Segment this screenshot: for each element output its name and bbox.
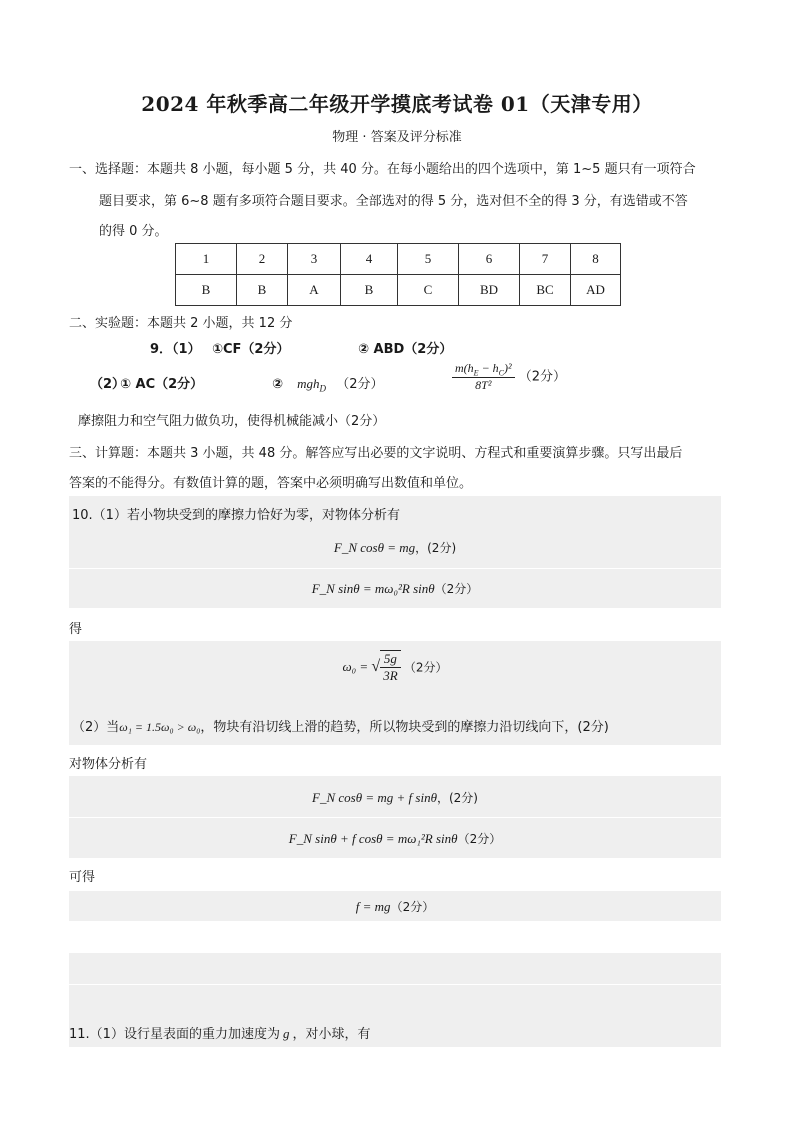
q10-de: 得 (69, 622, 83, 637)
text: ，物块有沿切线上滑的趋势，所以物块受到的摩擦力沿切线向下，(2分) (200, 720, 609, 735)
text: 11.（1）设行星表面的重力加速度为 (69, 1027, 280, 1042)
table-cell: C (398, 275, 459, 306)
table-cell: 5 (398, 244, 459, 275)
num-part: m(h (455, 361, 474, 375)
num-part: )² (504, 361, 512, 375)
answer-table-numbers (176, 244, 621, 275)
section3-line1: 三、计算题：本题共 3 小题，共 48 分。解答应写出必要的文字说明、方程式和重要演算步骤。只写出最后 (69, 446, 683, 461)
table-cell: B (237, 275, 288, 306)
num-part: − h (478, 361, 499, 375)
q10-eq3 (69, 650, 721, 684)
table-cell: 1 (176, 244, 237, 275)
q10-eq2 (69, 580, 721, 597)
section3-line2: 答案的不能得分。有数值计算的题，答案中必须明确写出数值和单位。 (69, 476, 473, 491)
table-cell: 3 (288, 244, 341, 275)
q9-2c (452, 361, 566, 393)
sqrt-fraction (380, 650, 400, 684)
divider (69, 984, 721, 985)
q9-2b-prefix: ② (272, 377, 284, 392)
table-cell: 6 (459, 244, 520, 275)
q9-1b: ② ABD（2分） (358, 342, 453, 357)
q9-2b-sub: D (319, 383, 327, 394)
equation: F_N cosθ = mg (333, 540, 416, 555)
numerator: 5g (380, 651, 400, 668)
equation: F_N sinθ + f cosθ = mω₁²R sinθ (288, 831, 458, 846)
text: ，对小球，有 (292, 1027, 371, 1042)
q9-2-label: （2） (90, 377, 126, 392)
page-subtitle: 物理 · 答案及评分标准 (332, 130, 462, 145)
q11-intro (69, 1023, 370, 1042)
q10-eq1 (69, 539, 721, 556)
score: （2分） (434, 582, 479, 596)
table-cell: 2 (237, 244, 288, 275)
equation: F_N sinθ = mω₀²R sinθ (311, 581, 435, 596)
page-title: 2024 年秋季高二年级开学摸底考试卷 01（天津专用） (141, 92, 653, 116)
table-cell: A (288, 275, 341, 306)
table-cell: AD (571, 275, 621, 306)
q9-2b-score: （2分） (336, 377, 384, 392)
section1-line2: 题目要求，第 6~8 题有多项符合题目要求。全部选对的得 5 分，选对但不全的得 3 分，有选错或不答 (99, 194, 688, 209)
score: （2分） (457, 832, 502, 846)
q9-2a: ① AC（2分） (120, 377, 204, 392)
table-cell: B (341, 275, 398, 306)
condition: ω₁ = 1.5ω₀ > ω₀ (119, 720, 201, 734)
q9-reason: 摩擦阻力和空气阻力做负功，使得机械能减小（2分） (78, 414, 386, 429)
num-sub: C (498, 368, 505, 378)
q10-eq5 (69, 830, 721, 847)
q10-eq6 (69, 898, 721, 915)
section1-line1: 一、选择题：本题共 8 小题，每小题 5 分，共 40 分。在每小题给出的四个选项中，第 1~5 题只有一项符合 (69, 162, 696, 177)
sqrt-icon: √ (371, 658, 381, 675)
score: ，(2分) (436, 791, 478, 805)
table-cell: 7 (520, 244, 571, 275)
denominator: 3R (383, 668, 398, 683)
q9-2b-formula: mgh (297, 376, 320, 391)
q9-2c-numerator (452, 361, 515, 378)
table-cell: BD (459, 275, 520, 306)
equation: F_N cosθ = mg + f sinθ (312, 790, 437, 805)
divider (69, 817, 721, 818)
answer-table (175, 243, 621, 306)
q10-intro: 10.（1）若小物块受到的摩擦力恰好为零，对物体分析有 (72, 508, 400, 523)
q9-2c-fraction (452, 361, 515, 393)
section2-heading: 二、实验题：本题共 2 小题，共 12 分 (69, 316, 293, 331)
section1-line3: 的得 0 分。 (99, 224, 168, 239)
q10-analysis: 对物体分析有 (69, 757, 148, 772)
num-sub: E (473, 368, 479, 378)
table-cell: 4 (341, 244, 398, 275)
score: （2分） (403, 660, 448, 675)
score: ，(2分) (415, 541, 457, 555)
q10-part2 (72, 716, 609, 735)
q9-1a: ①CF（2分） (212, 342, 290, 357)
q9-label: 9．（1） (150, 342, 201, 357)
equation: ω₀ = (342, 659, 369, 674)
q9-2c-denominator: 8T² (475, 378, 492, 393)
q10-kede: 可得 (69, 870, 96, 885)
q9-2b (272, 373, 383, 394)
table-cell: B (176, 275, 237, 306)
q9-2c-score: （2分） (518, 369, 567, 385)
equation: f = mg (355, 899, 391, 914)
text: （2）当 (72, 720, 120, 735)
divider (69, 568, 721, 569)
table-cell: BC (520, 275, 571, 306)
score: （2分） (390, 900, 435, 914)
variable: g (282, 1026, 290, 1041)
answer-table-answers (176, 275, 621, 306)
q10-eq4 (69, 789, 721, 806)
table-cell: 8 (571, 244, 621, 275)
